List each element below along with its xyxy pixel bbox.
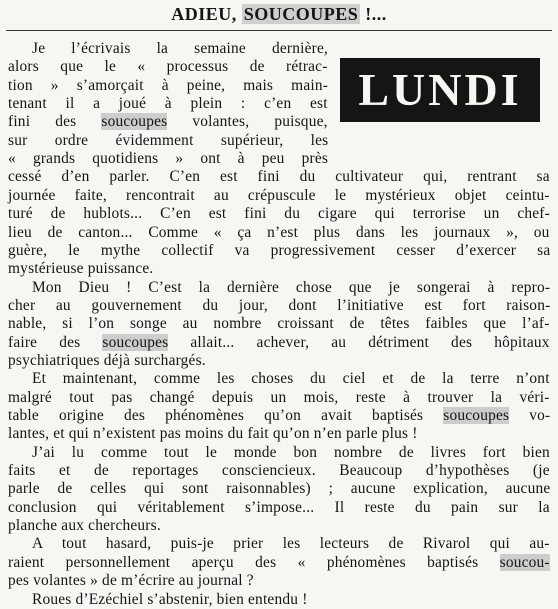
article-line: malgré tout pas changé depuis un mois, reste à trouver la véri- [8,388,550,406]
article-line: parle de celles qui sont raisonnables) ; aucune explication, aucune [8,480,551,498]
headline-post: !... [360,4,387,24]
article-line: faire des soucoupes allait... achever, au détriment des hôpitaux [8,333,550,351]
article-line: cher au gouvernement du jour, dont l’initiative est fort raison- [8,296,551,314]
article-line: conclusion qui véritablement s’impose... Il reste du pain sur la [8,498,550,516]
lundi-label: LUNDI [358,64,522,115]
article-line: planche aux chercheurs. [8,517,161,535]
headline-highlight: SOUCOUPES [243,4,359,24]
article-line: psychiatriques déjà surchargés. [8,351,206,369]
article-line: guère, le mythe collectif va progressivement cesser d’exercer sa [8,241,551,259]
article-line: Et maintenant, comme les choses du ciel et de la terre n’ont [32,370,550,388]
article-line: A tout hasard, puis-je prier les lecteurs de Rivarol qui au- [32,535,550,553]
article-line: tenant il a joué à plein : c’en est [8,95,328,113]
lundi-inner [351,64,529,115]
headline-pre: ADIEU, [171,4,242,24]
article-line: Je l’écrivais la semaine dernière, [32,40,329,57]
article-line: pes volantes » de m’écrire au journal ? [8,572,254,590]
article-line: raient personnellement aperçu des « phénomènes baptisés soucou- [8,553,550,571]
article-line: sur ordre évidemment supérieur, les [8,131,329,149]
article-line: turé de hublots... C’en est fini du cigare qui terrorise un chef- [8,205,550,223]
lundi-box [340,58,540,122]
article-line: fini des soucoupes volantes, puisque, [8,113,328,131]
article-line: lantes, et qui n’existent pas moins du fait qu’on n’en parle plus ! [8,425,418,443]
headline-rule [6,30,552,31]
article-line: alors que le « processus de rétrac- [8,58,328,76]
article-line: journée faite, rencontrait au crépuscule le mystérieux objet ceintu- [8,186,550,204]
article-line: table origine des phénomènes qu’on avait baptisés soucoupes vo- [8,407,551,424]
article-line: Mon Dieu ! C’est la dernière chose que je songerai à repro- [32,278,551,296]
article-line: tion » s’amorçait à peine, mais main- [8,76,329,94]
article-line: J’ai lu comme tout le monde bon nombre de livres fort bien [32,443,550,461]
article-line: mystérieuse puissance. [8,260,154,278]
article-line: lieu de canton... Comme « ça n’est plus dans les journaux », ou [8,223,550,241]
article-line: nable, si l’on songe au nombre croissant de têtes faibles que l’af- [8,315,550,333]
article-line: « grands quotidiens » ont à peu près [8,150,329,168]
article-line: Roues d’Ezéchiel s’abstenir, bien entendu ! [32,590,308,608]
article-line: cessé d’en parler. C’en est fini du cultivateur qui, rentrant sa [8,168,550,186]
headline [0,4,558,25]
article-line: faits et de reportages consciencieux. Beaucoup d’hypothèses (je [8,462,550,480]
